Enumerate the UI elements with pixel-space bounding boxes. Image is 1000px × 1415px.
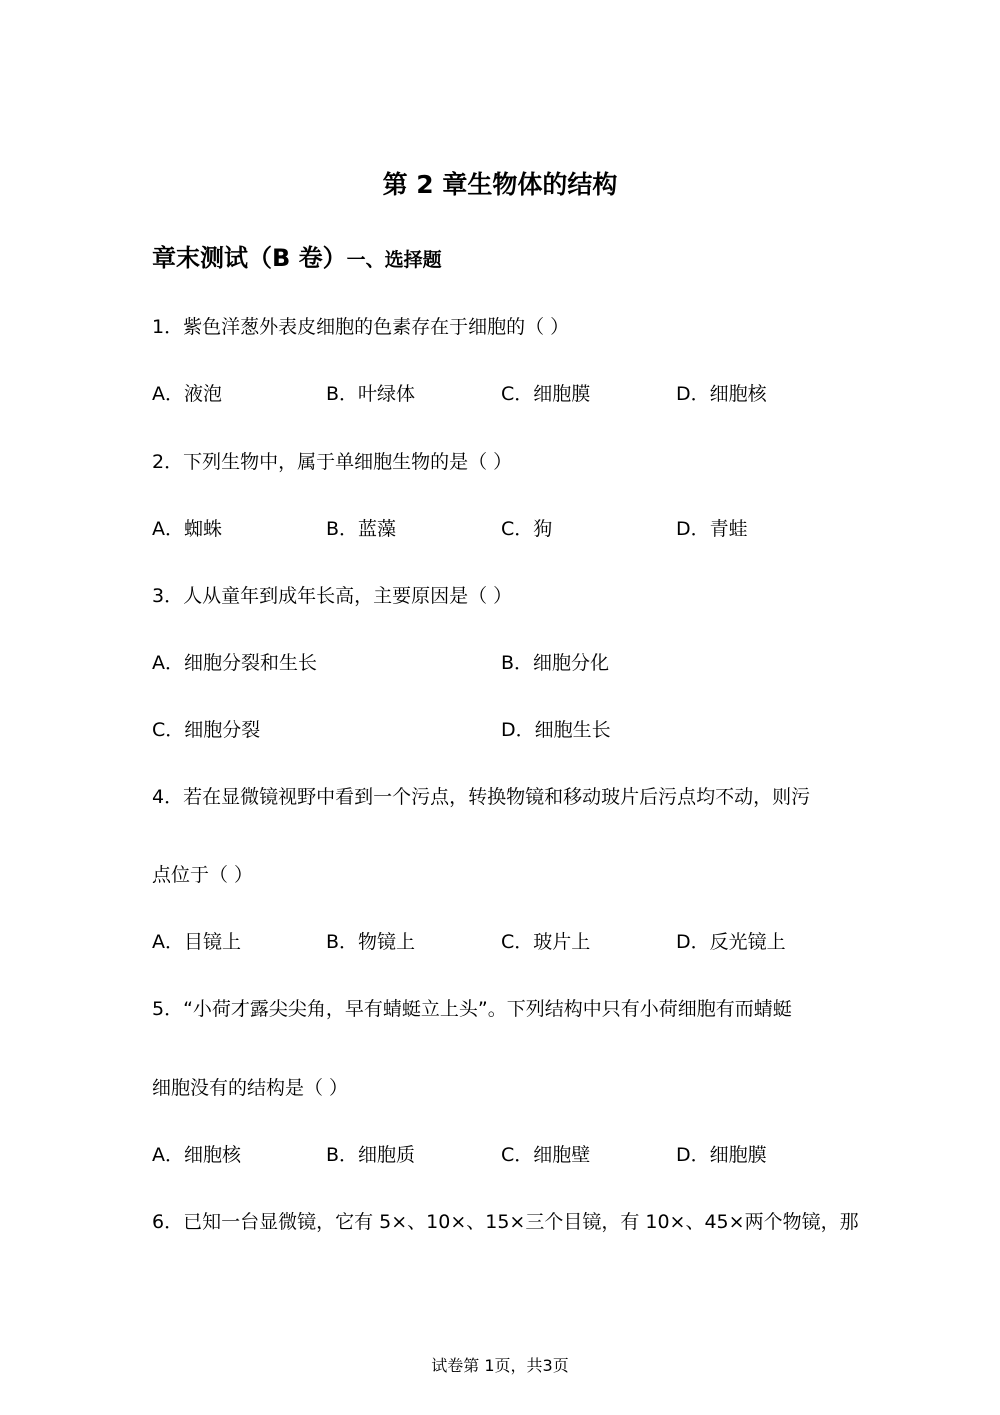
question-4-stem-line-1: 4．若在显微镜视野中看到一个污点，转换物镜和移动玻片后污点均不动，则污: [152, 786, 811, 808]
question-3-option-c: C．细胞分裂: [152, 719, 261, 741]
question-5-option-a: A．细胞核: [152, 1144, 241, 1166]
test-subtitle: [152, 241, 442, 277]
question-2-stem: 2．下列生物中，属于单细胞生物的是（ ）: [152, 451, 513, 473]
question-2-option-d: D．青蛙: [676, 518, 748, 540]
question-4-option-d: D．反光镜上: [676, 931, 786, 953]
question-5-option-b: B．细胞质: [326, 1144, 416, 1166]
question-3-stem: 3．人从童年到成年长高，主要原因是（ ）: [152, 585, 513, 607]
question-3-option-b: B．细胞分化: [501, 652, 610, 674]
question-5-stem-line-2: 细胞没有的结构是（ ）: [152, 1077, 349, 1099]
question-1-option-a: A．液泡: [152, 383, 222, 405]
page-footer: 试卷第 1页，共3页: [431, 1356, 569, 1375]
question-4-stem-line-2: 点位于（ ）: [152, 864, 254, 886]
question-3-option-d: D．细胞生长: [501, 719, 611, 741]
question-5-option-c: C．细胞壁: [501, 1144, 591, 1166]
question-2-option-b: B．蓝藻: [326, 518, 397, 540]
question-1-stem: 1．紫色洋葱外表皮细胞的色素存在于细胞的（ ）: [152, 316, 570, 338]
question-1-option-c: C．细胞膜: [501, 383, 591, 405]
question-4-option-b: B．物镜上: [326, 931, 416, 953]
question-3-option-a: A．细胞分裂和生长: [152, 652, 317, 674]
document-title: 第 2 章生物体的结构: [382, 170, 618, 199]
test-name: 章末测试（B 卷）: [152, 244, 347, 272]
section-heading: 一、选择题: [346, 249, 442, 271]
question-5-option-d: D．细胞膜: [676, 1144, 767, 1166]
question-6-stem: 6．已知一台显微镜，它有 5×、10×、15×三个目镜，有 10×、45×两个物镜，那: [152, 1211, 859, 1233]
question-4-option-c: C．玻片上: [501, 931, 591, 953]
question-4-option-a: A．目镜上: [152, 931, 241, 953]
question-2-option-a: A．蜘蛛: [152, 518, 222, 540]
question-1-option-d: D．细胞核: [676, 383, 767, 405]
question-5-stem-line-1: 5．“小荷才露尖尖角，早有蜻蜓立上头”。下列结构中只有小荷细胞有而蜻蜓: [152, 998, 792, 1020]
question-1-option-b: B．叶绿体: [326, 383, 416, 405]
question-2-option-c: C．狗: [501, 518, 553, 540]
